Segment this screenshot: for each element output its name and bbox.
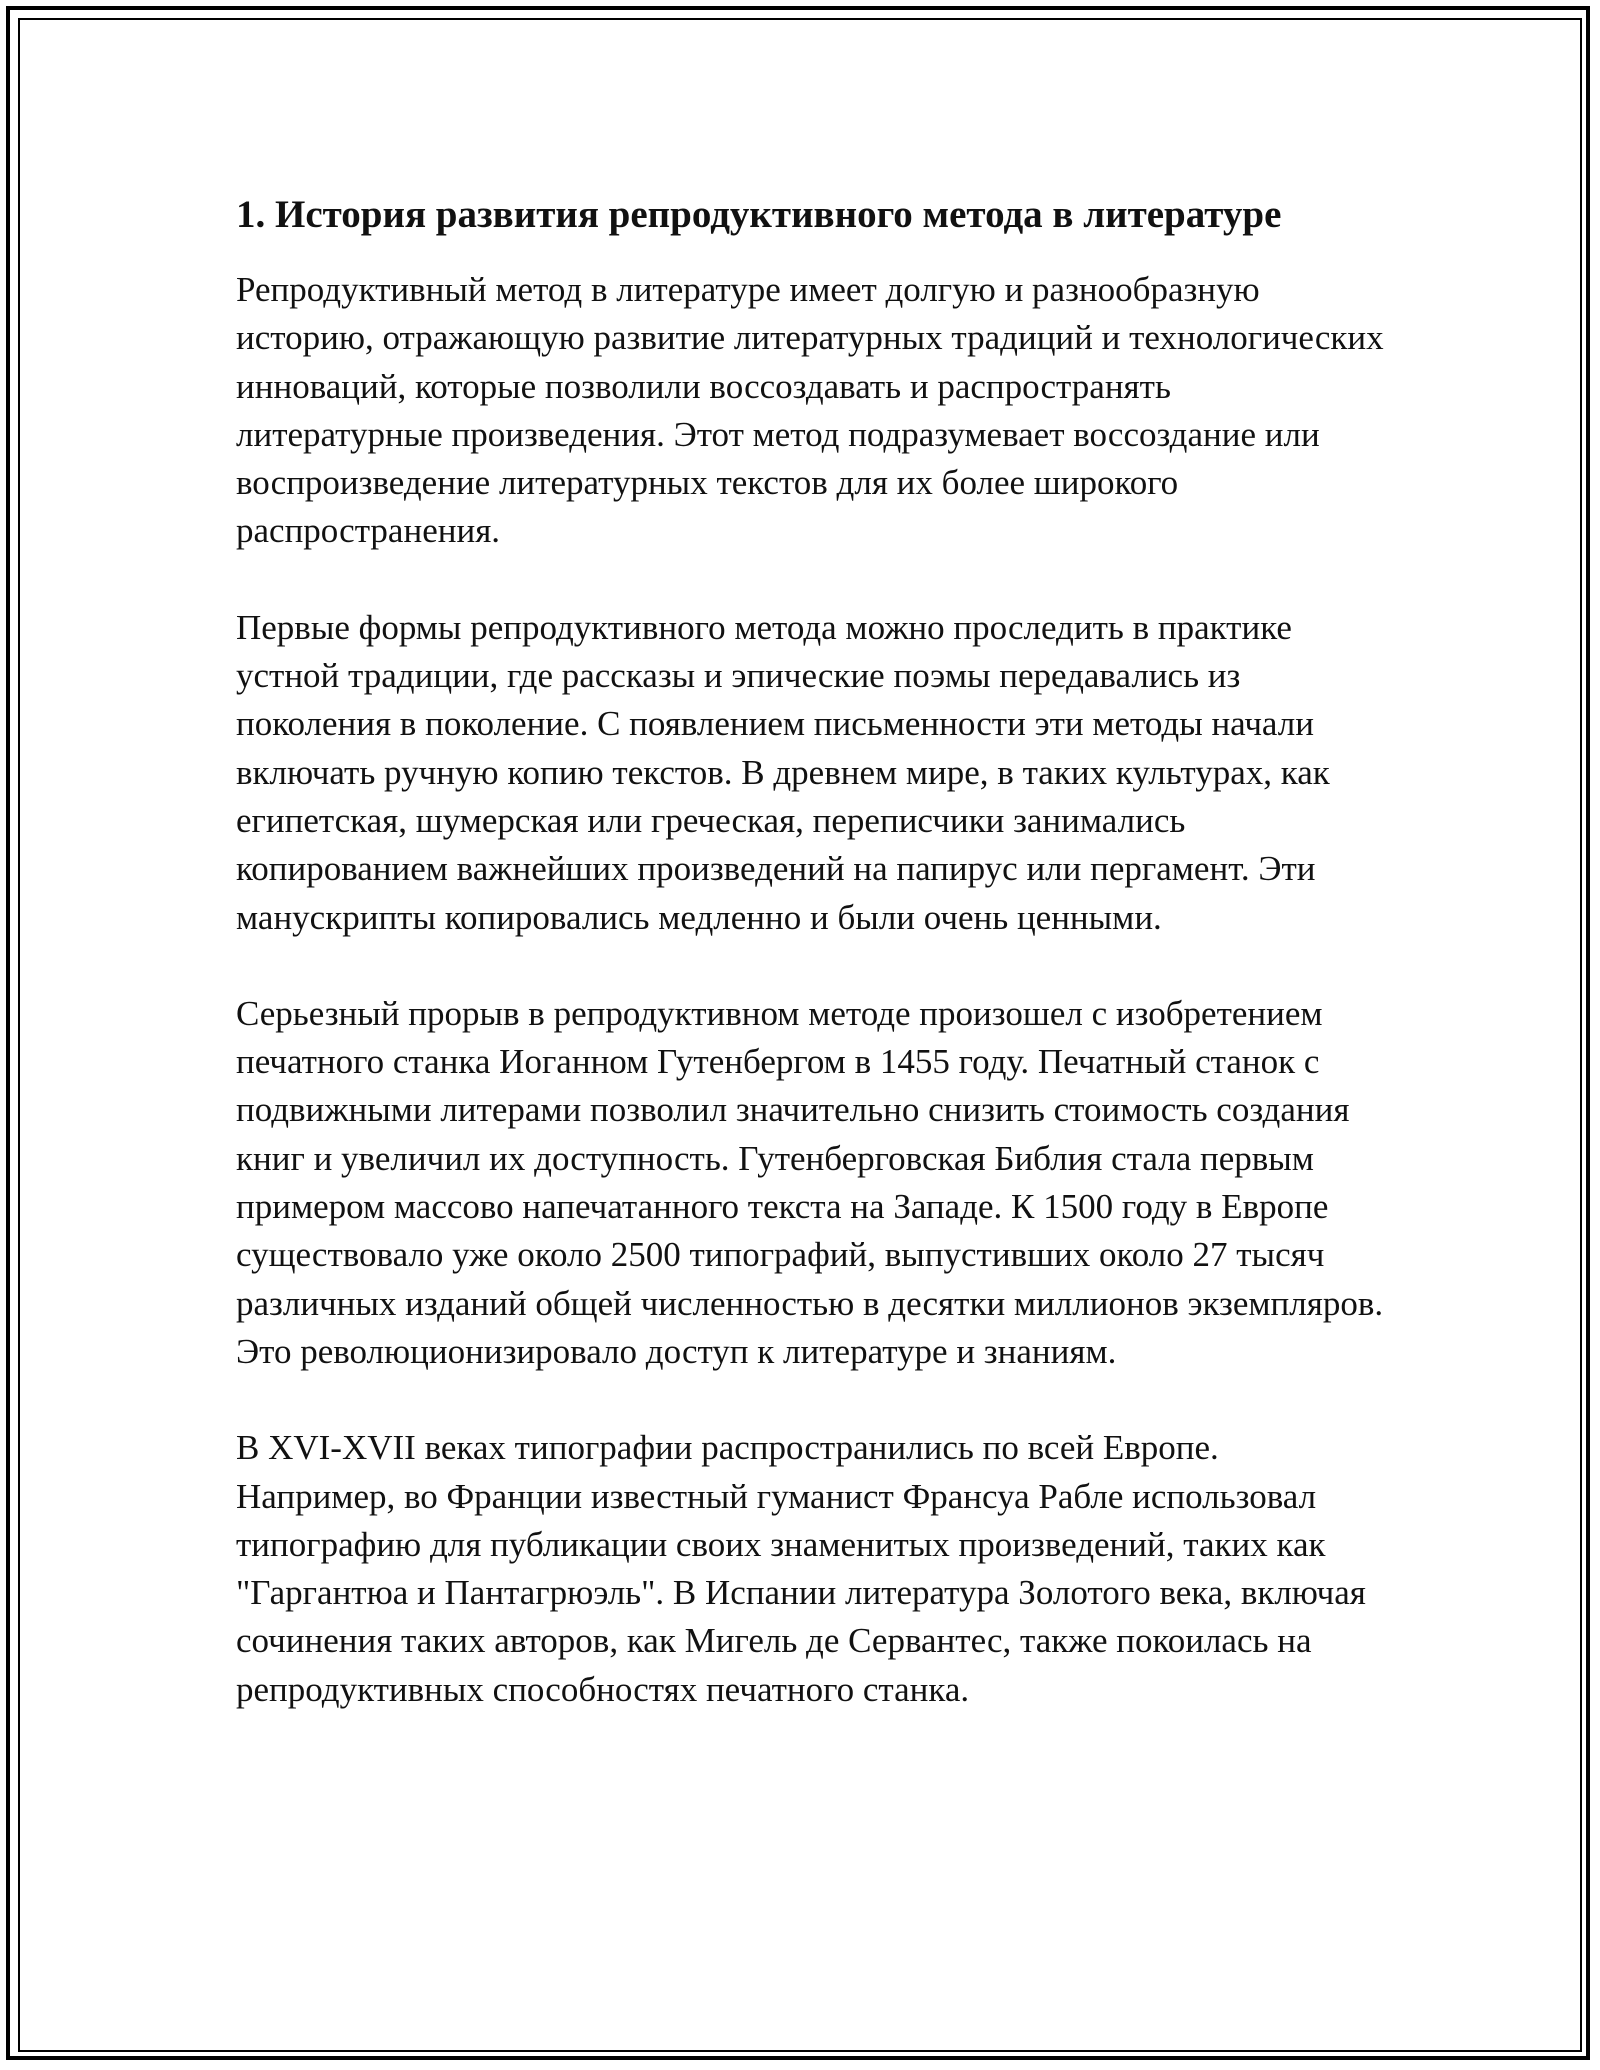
paragraph-oral-tradition: Первые формы репродуктивного метода можно проследить в практике устной традиции, где рассказы и эпические поэмы передавались из поколения в поколение. С появлением письменности эти методы начали включать ручную копию текстов. В древнем мире, в таких культурах, как египетская, шумерская или греческая, переписчики занимались копированием важнейших произведений на папирус или пергамент. Эти манускрипты копировались медленно и были очень ценными. — [236, 607, 1330, 937]
paragraph-printing-press: Серьезный прорыв в репродуктивном методе произошел с изобретением печатного станка Иоганном Гутенбергом в 1455 году. Печатный станок с подвижными литерами позволил значительно снизить стоимость создания книг и увеличил их доступность. Гутенберговская Библия стала первым примером массово напечатанного текста на Западе. К 1500 году в Европе существовало уже около 2500 типографий, выпустивших около 27 тысяч различных изданий общей численностью в десятки миллионов экземпляров. Это революционизировало доступ к литературе и знаниям. — [236, 993, 1384, 1371]
section-heading: 1. История развития репродуктивного метода в литературе — [236, 193, 1282, 236]
document-body — [236, 186, 1386, 1762]
paragraph-intro: Репродуктивный метод в литературе имеет долгую и разнообразную историю, отражающую развитие литературных традиций и технологических инноваций, которые позволили воссоздавать и распространять литературные произведения. Этот метод подразумевает воссоздание или воспроизведение литературных текстов для их более широкого распространения. — [236, 270, 1384, 551]
paragraph-16-17-centuries: В XVI-XVII веках типографии распространились по всей Европе. Например, во Франции известный гуманист Франсуа Рабле использовал типографию для публикации своих знаменитых произведений, таких как "Гаргантюа и Пантагрюэль". В Испании литература Золотого века, включая сочинения таких авторов, как Мигель де Сервантес, также покоилась на репродуктивных способностях печатного станка. — [236, 1428, 1366, 1709]
